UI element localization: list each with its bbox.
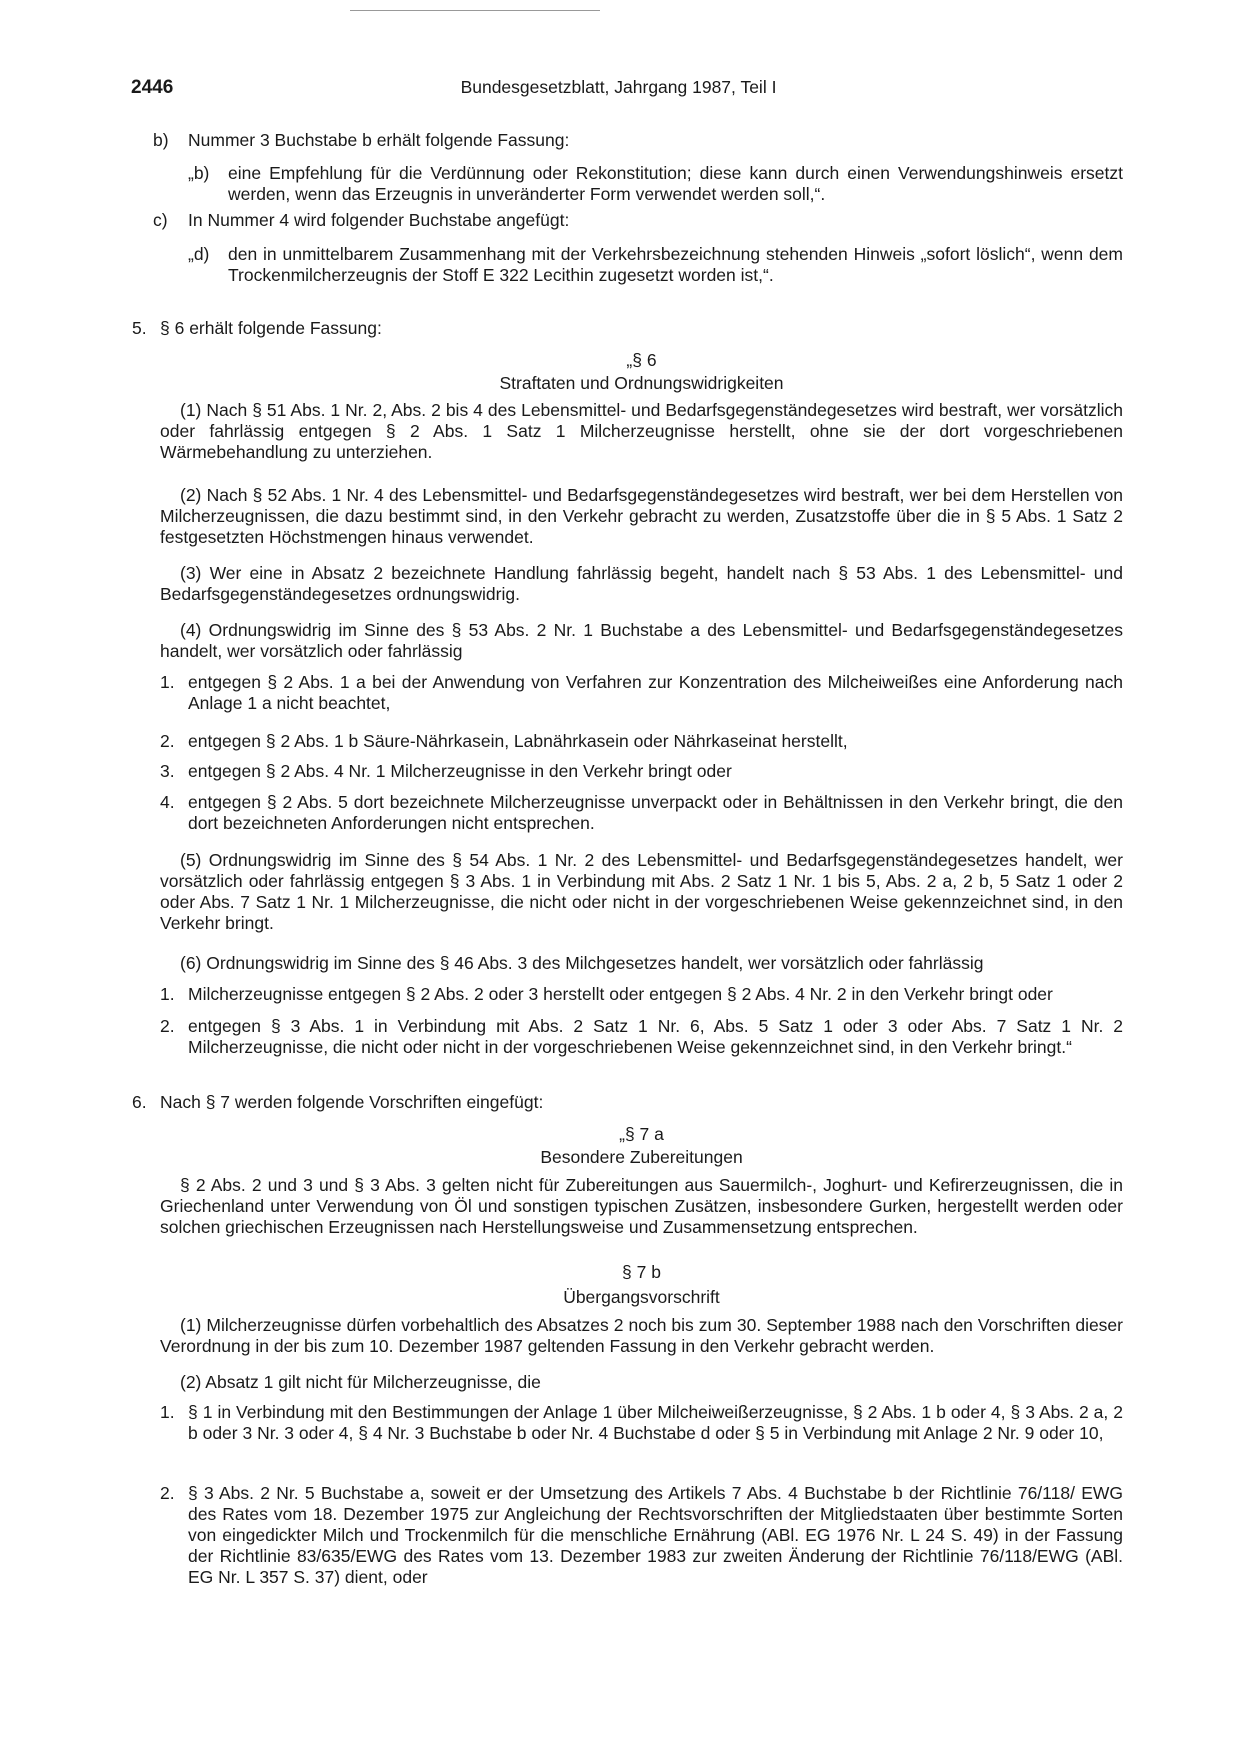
- list-4-num-4: 4.: [160, 792, 175, 812]
- section-7b-title: § 7 b: [622, 1262, 661, 1282]
- list-7b-num-1: 1.: [160, 1402, 175, 1422]
- list-4-item-1: entgegen § 2 Abs. 1 a bei der Anwendung von Verfahren zur Konzentration des Milcheiweißes eine Anforderung nach Anlage 1 a nicht beachtet,: [188, 672, 1123, 713]
- item-c-text: In Nummer 4 wird folgender Buchstabe angefügt:: [188, 210, 570, 230]
- list-6-num-2: 2.: [160, 1016, 175, 1036]
- page-number: 2446: [131, 77, 174, 98]
- section-7a-text: § 2 Abs. 2 und 3 und § 3 Abs. 3 gelten nicht für Zubereitungen aus Sauermilch-, Joghurt- und Kefirerzeugnissen, die in Griechenland unter Verwendung von Öl und sonstigen typischen Zusätzen, insbesondere Gurken, hergestellt werden oder solchen griechischen Erzeugnissen nach Herstellungsweise und Zusammensetzung entsprechen.: [160, 1175, 1123, 1237]
- list-6-num-1: 1.: [160, 984, 175, 1004]
- list-6-item-1: Milcherzeugnisse entgegen § 2 Abs. 2 oder 3 herstellt oder entgegen § 2 Abs. 4 Nr. 2 in den Verkehr bringt oder: [188, 984, 1053, 1004]
- list-4-num-3: 3.: [160, 761, 175, 781]
- item-b-quote-text: eine Empfehlung für die Verdünnung oder Rekonstitution; diese kann durch einen Verwendungshinweis ersetzt werden, wenn das Erzeugnis in unveränderter Form verwendet werden soll,“.: [228, 163, 1123, 204]
- section-7a-heading: Besondere Zubereitungen: [540, 1147, 743, 1167]
- list-4-item-2: entgegen § 2 Abs. 1 b Säure-Nährkasein, Labnährkasein oder Nährkaseinat herstellt,: [188, 731, 848, 751]
- list-6-item-2: entgegen § 3 Abs. 1 in Verbindung mit Abs. 2 Satz 1 Nr. 6, Abs. 5 Satz 1 oder 3 oder Abs. 7 Satz 1 Nr. 2 Milcherzeugnisse, die nicht oder nicht in der vorgeschriebenen Weise gekennzeichnet sind, in den Verkehr bringt.“: [188, 1016, 1123, 1057]
- list-4-num-2: 2.: [160, 731, 175, 751]
- section-6-para-4: (4) Ordnungswidrig im Sinne des § 53 Abs. 2 Nr. 1 Buchstabe a des Lebensmittel- und Bedarfsgegenständegesetzes handelt, wer vorsätzlich oder fahrlässig: [160, 620, 1123, 661]
- item-b-label: b): [153, 130, 169, 150]
- item-c-label: c): [153, 210, 168, 230]
- scan-artifact-line: [350, 10, 600, 11]
- section-6-heading: Straftaten und Ordnungswidrigkeiten: [499, 373, 784, 393]
- item-c-quote-label: „d): [188, 244, 210, 264]
- item-b-quote-label: „b): [188, 163, 210, 183]
- item-6-label: 6.: [132, 1092, 147, 1112]
- section-6-para-3: (3) Wer eine in Absatz 2 bezeichnete Handlung fahrlässig begeht, handelt nach § 53 Abs. 1 des Lebensmittel- und Bedarfsgegenständegesetzes ordnungswidrig.: [160, 563, 1123, 604]
- section-6-para-2: (2) Nach § 52 Abs. 1 Nr. 4 des Lebensmittel- und Bedarfsgegenständegesetzes wird bestraft, wer bei dem Herstellen von Milcherzeugnissen, die dazu bestimmt sind, in den Verkehr gebracht zu werden, Zusatzstoffe über die in § 5 Abs. 1 Satz 2 festgesetzten Höchstmengen hinaus verwendet.: [160, 485, 1123, 547]
- item-c-quote-text: den in unmittelbarem Zusammenhang mit der Verkehrsbezeichnung stehenden Hinweis „sofort löslich“, wenn dem Trockenmilcherzeugnis der Stoff E 322 Lecithin zugesetzt worden ist,“.: [228, 244, 1123, 285]
- list-7b-item-2: § 3 Abs. 2 Nr. 5 Buchstabe a, soweit er der Umsetzung des Artikels 7 Abs. 4 Buchstabe b der Richtlinie 76/118/ EWG des Rates vom 18. Dezember 1975 zur Angleichung der Rechtsvorschriften der Mitgliedstaaten über bestimmte Sorten von eingedickter Milch und Trockenmilch für die menschliche Ernährung (ABl. EG 1976 Nr. L 24 S. 49) in der Fassung der Richtlinie 83/635/EWG des Rates vom 13. Dezember 1983 zur zweiten Änderung der Richtlinie 76/118/EWG (ABl. EG Nr. L 357 S. 37) dient, oder: [188, 1483, 1123, 1587]
- section-7a-title: „§ 7 a: [619, 1124, 664, 1144]
- running-title: Bundesgesetzblatt, Jahrgang 1987, Teil I: [460, 77, 777, 97]
- list-7b-num-2: 2.: [160, 1483, 175, 1503]
- section-7b-para-1: (1) Milcherzeugnisse dürfen vorbehaltlich des Absatzes 2 noch bis zum 30. September 1988 nach den Vorschriften dieser Verordnung in der bis zum 10. Dezember 1987 geltenden Fassung in den Verkehr gebracht werden.: [160, 1315, 1123, 1356]
- section-6-title: „§ 6: [626, 350, 657, 370]
- list-7b-item-1: § 1 in Verbindung mit den Bestimmungen der Anlage 1 über Milcheiweißerzeugnisse, § 2 Abs. 1 b oder 4, § 3 Abs. 2 a, 2 b oder 3 Nr. 3 oder 4, § 4 Nr. 3 Buchstabe b oder Nr. 4 Buchstabe d oder § 5 in Verbindung mit Anlage 2 Nr. 9 oder 10,: [188, 1402, 1123, 1443]
- section-6-para-5: (5) Ordnungswidrig im Sinne des § 54 Abs. 1 Nr. 2 des Lebensmittel- und Bedarfsgegenständegesetzes handelt, wer vorsätzlich oder fahrlässig entgegen § 3 Abs. 1 in Verbindung mit Abs. 2 Satz 1 Nr. 1 bis 5, Abs. 2 a, 2 b, 5 Satz 1 oder 2 oder Abs. 7 Satz 1 Nr. 1 Milcherzeugnisse, die nicht oder nicht in der vorgeschriebenen Weise gekennzeichnet sind, in den Verkehr bringt.: [160, 850, 1123, 933]
- section-6-para-1: (1) Nach § 51 Abs. 1 Nr. 2, Abs. 2 bis 4 des Lebensmittel- und Bedarfsgegenständegesetzes wird bestraft, wer vorsätzlich oder fahrlässig entgegen § 2 Abs. 1 Satz 1 Milcherzeugnisse herstellt, ohne sie der dort vorgeschriebenen Wärmebehandlung zu unterziehen.: [160, 400, 1123, 462]
- item-b-text: Nummer 3 Buchstabe b erhält folgende Fassung:: [188, 130, 570, 150]
- section-7b-para-2: (2) Absatz 1 gilt nicht für Milcherzeugnisse, die: [180, 1372, 541, 1392]
- section-6-para-6: (6) Ordnungswidrig im Sinne des § 46 Abs. 3 des Milchgesetzes handelt, wer vorsätzlich oder fahrlässig: [180, 953, 984, 973]
- list-4-item-3: entgegen § 2 Abs. 4 Nr. 1 Milcherzeugnisse in den Verkehr bringt oder: [188, 761, 732, 781]
- list-4-num-1: 1.: [160, 672, 175, 692]
- item-6-text: Nach § 7 werden folgende Vorschriften eingefügt:: [160, 1092, 544, 1112]
- page-header: [0, 77, 1237, 101]
- item-5-label: 5.: [132, 318, 147, 338]
- item-5-text: § 6 erhält folgende Fassung:: [160, 318, 382, 338]
- section-7b-heading: Übergangsvorschrift: [563, 1287, 720, 1307]
- list-4-item-4: entgegen § 2 Abs. 5 dort bezeichnete Milcherzeugnisse unverpackt oder in Behältnissen in den Verkehr bringt, die den dort bezeichneten Anforderungen nicht entsprechen.: [188, 792, 1123, 833]
